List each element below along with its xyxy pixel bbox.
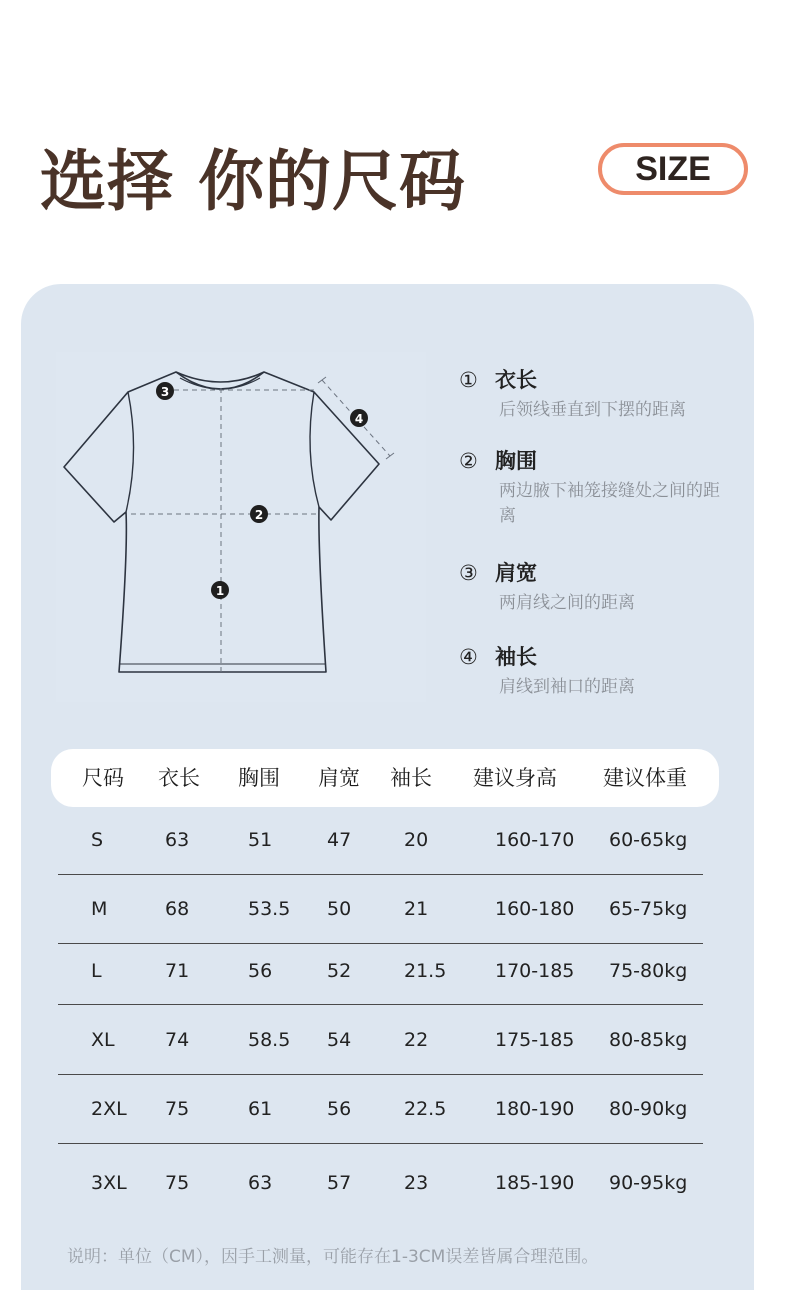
cell-weight: 75-80kg <box>609 960 688 982</box>
cell-height: 170-185 <box>495 960 575 982</box>
legend-number: ③ <box>459 561 478 585</box>
cell-weight: 80-90kg <box>609 1098 688 1120</box>
cell-size: XL <box>91 1029 115 1051</box>
legend-description: 肩线到袖口的距离 <box>499 677 635 697</box>
cell-height: 185-190 <box>495 1172 575 1194</box>
table-row <box>58 1006 703 1075</box>
header-height: 建议身高 <box>473 766 557 790</box>
cell-size: M <box>91 898 108 920</box>
cell-chest: 56 <box>248 960 273 982</box>
legend-title: 衣长 <box>495 368 537 392</box>
cell-sleeve: 21.5 <box>404 960 447 982</box>
cell-sleeve: 23 <box>404 1172 429 1194</box>
svg-text:4: 4 <box>354 412 364 426</box>
cell-weight: 90-95kg <box>609 1172 688 1194</box>
cell-length: 68 <box>165 898 190 920</box>
header-shoulder: 肩宽 <box>318 766 360 790</box>
table-row <box>58 937 703 1005</box>
legend-item-shoulder <box>459 559 729 616</box>
legend-title: 胸围 <box>495 449 537 473</box>
cell-shoulder: 56 <box>327 1098 352 1120</box>
cell-length: 63 <box>165 829 190 851</box>
cell-sleeve: 22.5 <box>404 1098 447 1120</box>
header-sleeve: 袖长 <box>390 766 432 790</box>
legend-item-sleeve <box>459 643 729 700</box>
cell-sleeve: 22 <box>404 1029 429 1051</box>
svg-text:2: 2 <box>254 508 264 522</box>
cell-sleeve: 21 <box>404 898 429 920</box>
cell-sleeve: 20 <box>404 829 429 851</box>
marker-chest <box>250 505 268 523</box>
header-chest: 胸围 <box>238 766 280 790</box>
legend-item-length <box>459 366 729 423</box>
legend-title: 肩宽 <box>495 561 537 585</box>
table-row <box>58 1149 703 1217</box>
table-row <box>58 806 703 875</box>
cell-chest: 63 <box>248 1172 273 1194</box>
cell-chest: 58.5 <box>248 1029 291 1051</box>
tshirt-diagram <box>56 352 426 702</box>
marker-shoulder <box>156 382 174 400</box>
cell-length: 75 <box>165 1098 190 1120</box>
cell-height: 160-170 <box>495 829 575 851</box>
cell-shoulder: 57 <box>327 1172 352 1194</box>
table-row <box>58 875 703 944</box>
cell-chest: 51 <box>248 829 273 851</box>
cell-chest: 53.5 <box>248 898 291 920</box>
cell-weight: 80-85kg <box>609 1029 688 1051</box>
legend-description: 两肩线之间的距离 <box>499 593 635 613</box>
legend-title: 袖长 <box>495 645 537 669</box>
legend-item-chest <box>459 447 729 529</box>
cell-size: 3XL <box>91 1172 127 1194</box>
svg-text:3: 3 <box>160 385 170 399</box>
cell-weight: 60-65kg <box>609 829 688 851</box>
marker-sleeve <box>350 409 368 427</box>
legend-number: ② <box>459 449 478 473</box>
header-weight: 建议体重 <box>603 766 687 790</box>
cell-length: 71 <box>165 960 190 982</box>
cell-shoulder: 47 <box>327 829 352 851</box>
header-size: 尺码 <box>82 766 124 790</box>
cell-height: 180-190 <box>495 1098 575 1120</box>
legend-description: 两边腋下袖笼接缝处之间的距离 <box>499 481 720 526</box>
measurement-note: 说明：单位（CM），因手工测量，可能存在1-3CM误差皆属合理范围。 <box>67 1247 599 1267</box>
cell-length: 74 <box>165 1029 190 1051</box>
cell-length: 75 <box>165 1172 190 1194</box>
legend-number: ① <box>459 368 478 392</box>
cell-height: 175-185 <box>495 1029 575 1051</box>
cell-shoulder: 50 <box>327 898 352 920</box>
legend-number: ④ <box>459 645 478 669</box>
size-table-header <box>51 749 719 807</box>
cell-size: L <box>91 960 102 982</box>
cell-size: S <box>91 829 104 851</box>
size-panel <box>21 284 754 1290</box>
size-badge: SIZE <box>598 143 748 195</box>
cell-shoulder: 54 <box>327 1029 352 1051</box>
table-row <box>58 1075 703 1144</box>
cell-shoulder: 52 <box>327 960 352 982</box>
cell-chest: 61 <box>248 1098 273 1120</box>
cell-size: 2XL <box>91 1098 127 1120</box>
svg-text:1: 1 <box>215 584 225 598</box>
page-title: 选择 你的尺码 <box>40 143 466 220</box>
cell-height: 160-180 <box>495 898 575 920</box>
cell-weight: 65-75kg <box>609 898 688 920</box>
marker-length <box>211 581 229 599</box>
legend-description: 后领线垂直到下摆的距离 <box>499 400 686 420</box>
header-length: 衣长 <box>158 766 200 790</box>
